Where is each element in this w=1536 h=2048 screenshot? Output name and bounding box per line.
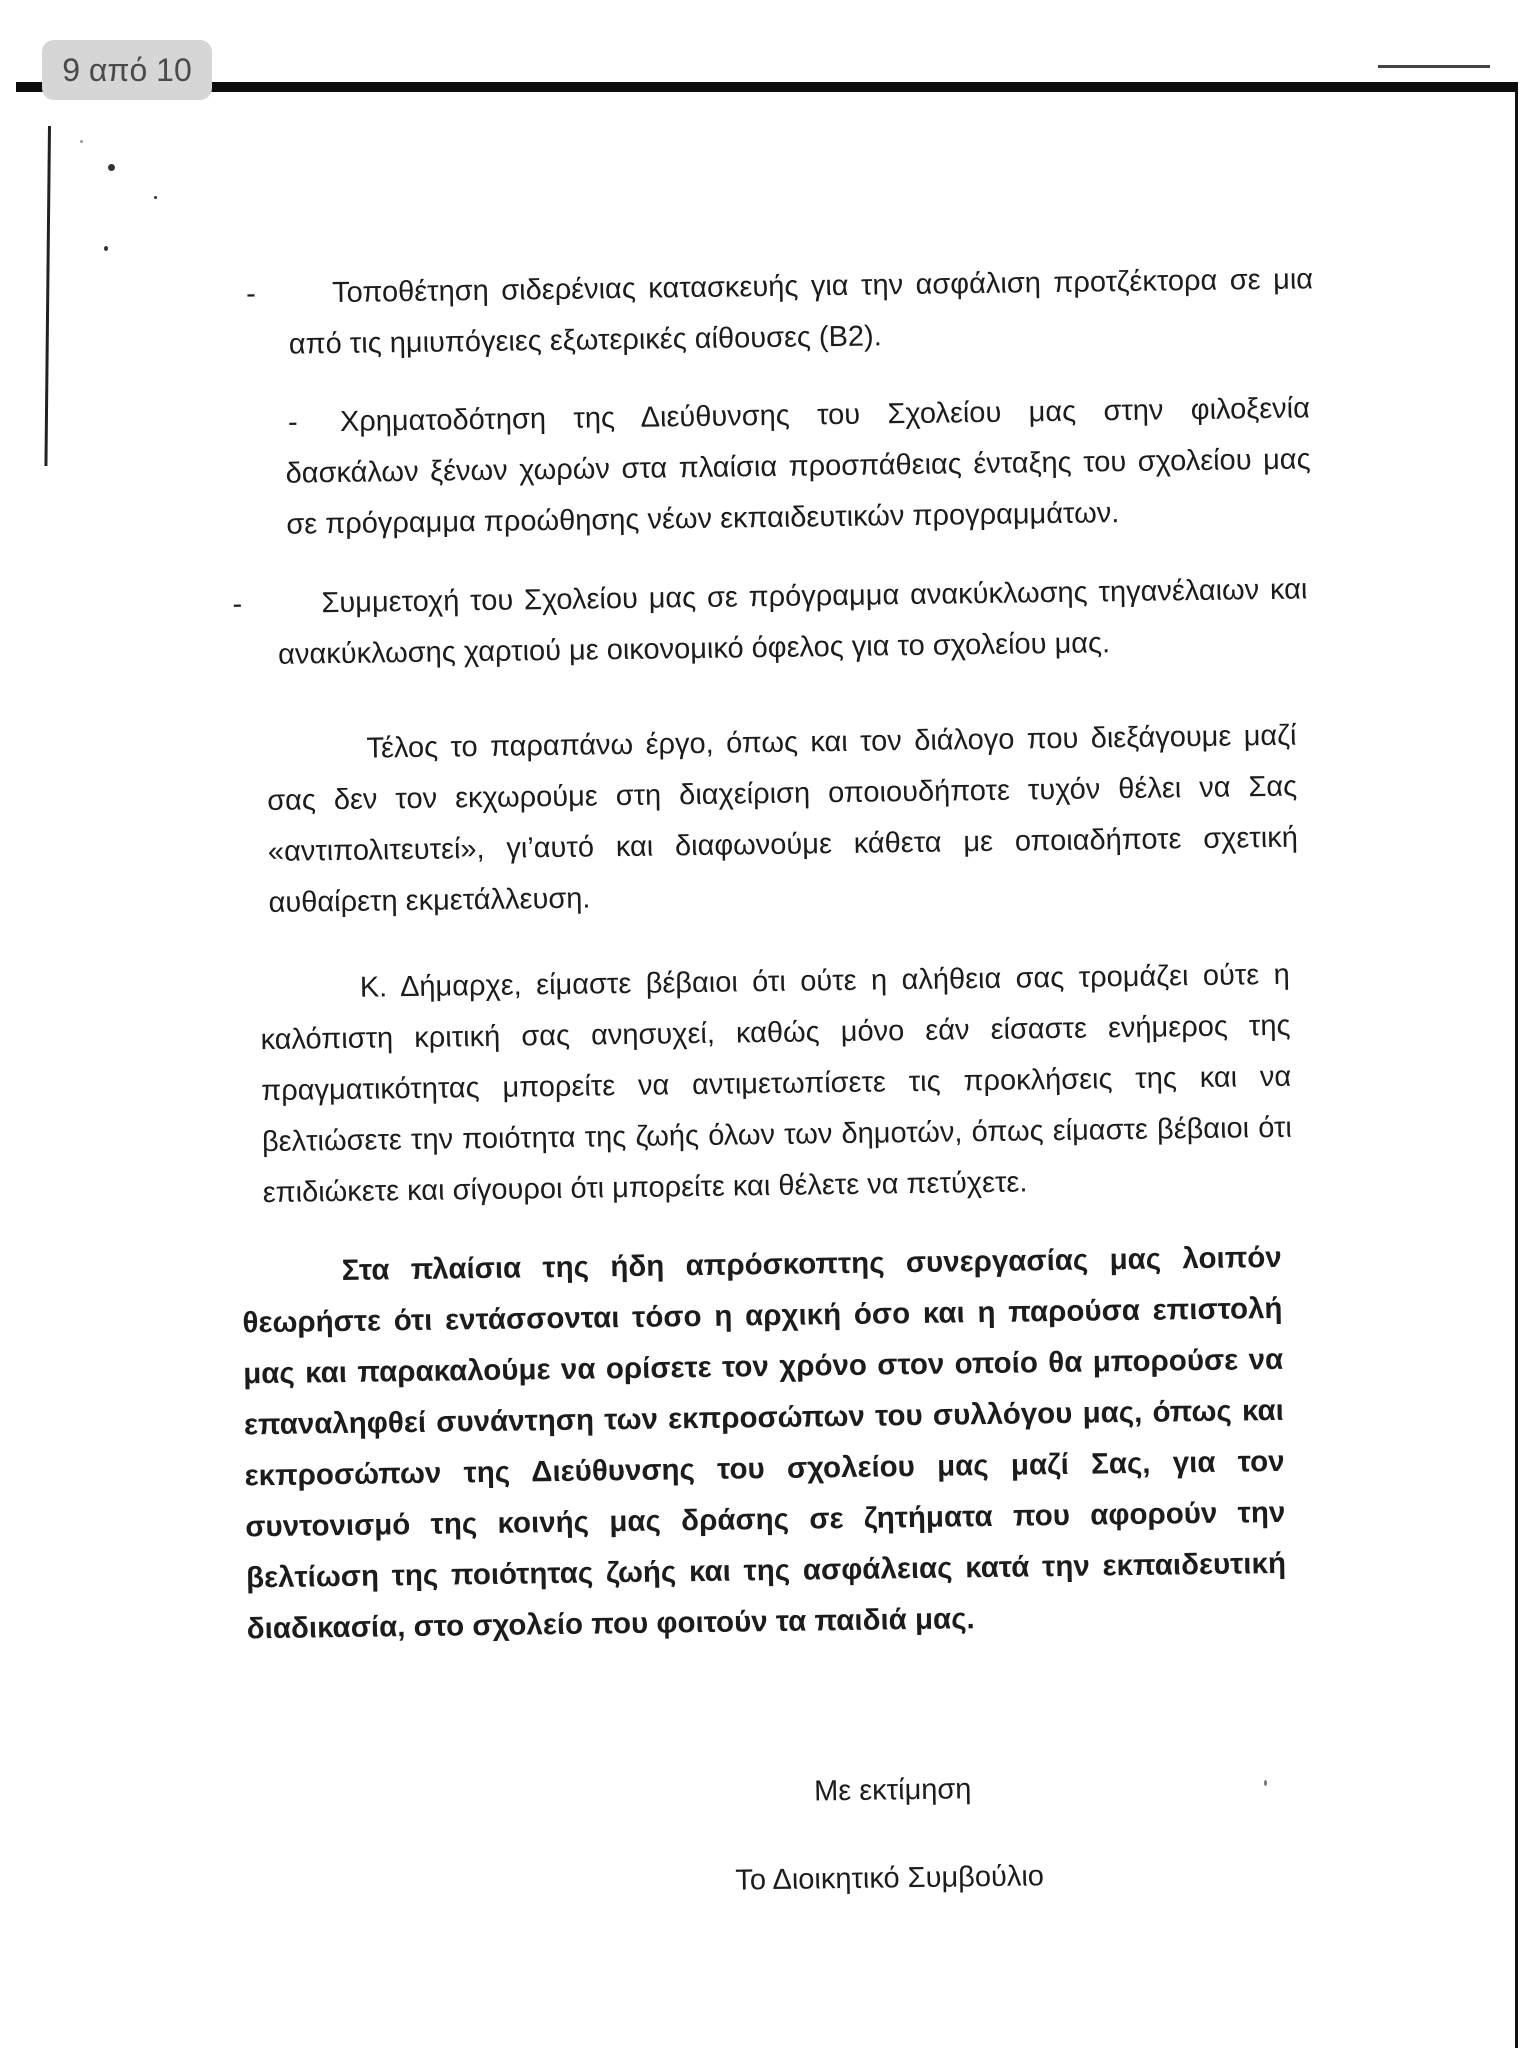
scan-speck xyxy=(108,164,115,171)
scan-mark xyxy=(1378,65,1490,68)
body-paragraph: Κ. Δήμαρχε, είμαστε βέβαιοι ότι ούτε η αλήθεια σας τρομάζει ούτε η καλόπιστη κριτική σας ανησυχεί, καθώς μόνο εάν είσαστε ενήμερος της πραγματικότητας μπορείτε να αντιμετωπίσετε τις προκλήσεις της και να βελτιώσετε την ποιότητα της ζωής όλων των δημοτών, όπως είμαστε βέβαιοι ότι επιδιώκετε και σίγουροι ότι μπορείτε και θέλετε να πετύχετε. xyxy=(260,958,1293,1210)
bullet-item: Χρηματοδότηση της Διεύθυνσης του Σχολείου μας στην φιλοξενία δασκάλων ξένων χωρών στα πλαίσια προσπάθειας ένταξης του σχολείου μας σε πρόγραμμα προώθησης νέων εκπαιδευτικών προγραμμάτων. xyxy=(285,392,1311,541)
bullet-dash: - xyxy=(287,406,298,439)
page-top-border xyxy=(16,82,1518,92)
page-counter: 9 από 10 xyxy=(42,40,212,100)
body-paragraph-bold: Στα πλαίσια της ήδη απρόσκοπτης συνεργασίας μας λοιπόν θεωρήστε ότι εντάσσονται τόσο η αρχική όσο και η παρούσα επιστολή μας και παρακαλούμε να ορίσετε τον χρόνο στον οποίο θα μπορούσε να επαναληφθεί συνάντηση των εκπροσώπων του συλλόγου μας, όπως και εκπροσώπων της Διεύθυνσης του σχολείου μας μαζί Σας, για τον συντονισμό της κοινής μας δράσης σε ζητήματα που αφορούν την βελτίωση της ποιότητας ζωής και της ασφάλειας κατά την εκπαιδευτική διαδικασία, στο σχολείο που φοιτούν τα παιδιά μας. xyxy=(242,1240,1287,1646)
document-body xyxy=(0,228,1536,1949)
signature: Το Διοικητικό Συμβούλιο xyxy=(735,1860,1045,1897)
bullet-dash: - xyxy=(245,278,257,311)
bullet-item: Συμμετοχή του Σχολείου μας σε πρόγραμμα ανακύκλωσης τηγανέλαιων και ανακύκλωσης χαρτιού με οικονομικό όφελος για το σχολείου μας. xyxy=(277,573,1308,671)
scan-speck xyxy=(154,196,157,199)
body-paragraph: Τέλος το παραπάνω έργο, όπως και τον διάλογο που διεξάγουμε μαζί σας δεν τον εκχωρούμε στη διαχείριση οποιουδήποτε τυχόν θέλει να Σας «αντιπολιτευτεί», γι’αυτό και διαφωνούμε κάθετα με οποιαδήποτε σχετική αυθαίρετη εκμετάλλευση. xyxy=(267,719,1299,919)
scan-speck xyxy=(80,140,83,143)
bullet-item: Τοποθέτηση σιδερένιας κατασκευής για την ασφάλιση προτζέκτορα σε μια από τις ημιυπόγειες εξωτερικές αίθουσες (Β2). xyxy=(288,263,1314,361)
closing-salutation: Με εκτίμηση xyxy=(813,1773,972,1808)
bullet-dash: - xyxy=(232,588,243,621)
